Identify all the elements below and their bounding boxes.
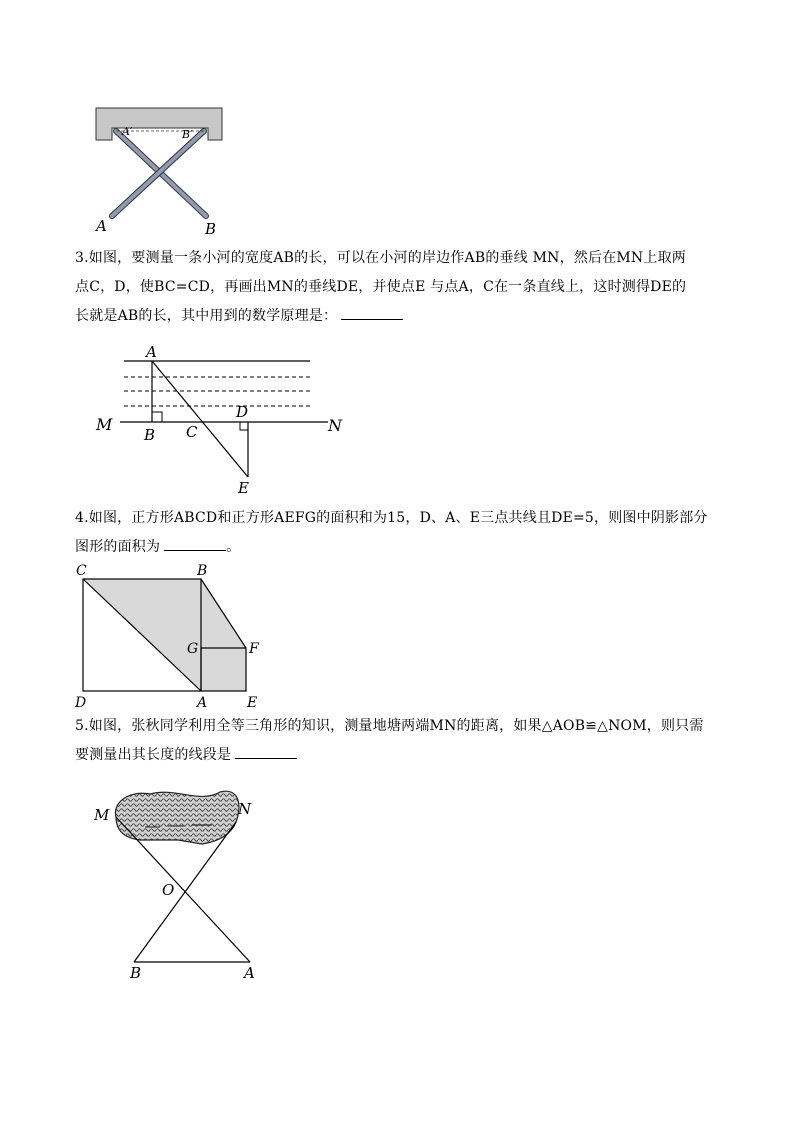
- question-5: [75, 712, 725, 770]
- label-c: C: [76, 563, 87, 579]
- label-b: B: [205, 220, 217, 238]
- question-5-line-1: 5.如图，张秋同学利用全等三角形的知识，测量地塘两端MN的距离，如果△AOB≌△NOM，则只需: [75, 718, 704, 734]
- question-4-line-1: 4.如图，正方形ABCD和正方形AEFG的面积和为15，D、A、E三点共线且DE=5，则图中阴影部分: [75, 510, 708, 526]
- figure-pond: [90, 782, 270, 982]
- label-g: G: [187, 641, 199, 657]
- label-a: A: [146, 343, 157, 361]
- label-o: O: [162, 881, 175, 899]
- label-a: A: [96, 217, 107, 235]
- label-a: A: [197, 695, 208, 711]
- figure-river: [90, 340, 360, 500]
- label-b: B: [144, 426, 156, 444]
- label-d: D: [236, 403, 249, 421]
- question-4-line-2: 图形的面积为: [75, 539, 161, 555]
- label-e: E: [238, 479, 249, 497]
- label-e: E: [247, 695, 258, 711]
- question-5-line-2: 要测量出其长度的线段是: [75, 747, 232, 763]
- label-n: N: [328, 416, 342, 435]
- question-3-line-3: 长就是AB的长，其中用到的数学原理是：: [75, 308, 338, 324]
- label-a-prime: A′: [122, 125, 133, 138]
- figure-squares: [70, 560, 280, 712]
- question-4: [75, 504, 725, 562]
- question-3: [75, 244, 725, 331]
- label-m: M: [94, 806, 110, 824]
- label-c: C: [186, 423, 198, 441]
- label-m: M: [96, 415, 113, 434]
- label-n: N: [238, 800, 252, 818]
- answer-blank-3[interactable]: [341, 305, 403, 320]
- question-3-line-2: 点C，D，使BC=CD，再画出MN的垂线DE，并使点E 与点A，C在一条直线上，这时测得DE的: [75, 279, 687, 295]
- question-3-line-1: 3.如图，要测量一条小河的宽度AB的长，可以在小河的岸边作AB的垂线 MN，然后在MN上取两: [75, 250, 686, 266]
- question-4-line-2-suffix: 。: [226, 539, 241, 555]
- label-d: D: [75, 695, 87, 711]
- label-b: B: [197, 563, 208, 579]
- answer-blank-5[interactable]: [235, 744, 297, 759]
- label-f: F: [249, 641, 259, 657]
- figure-crossed-bars: [90, 100, 240, 240]
- label-b-prime: B′: [182, 128, 193, 141]
- label-b: B: [130, 964, 142, 982]
- answer-blank-4[interactable]: [164, 536, 226, 551]
- label-a: A: [244, 964, 255, 982]
